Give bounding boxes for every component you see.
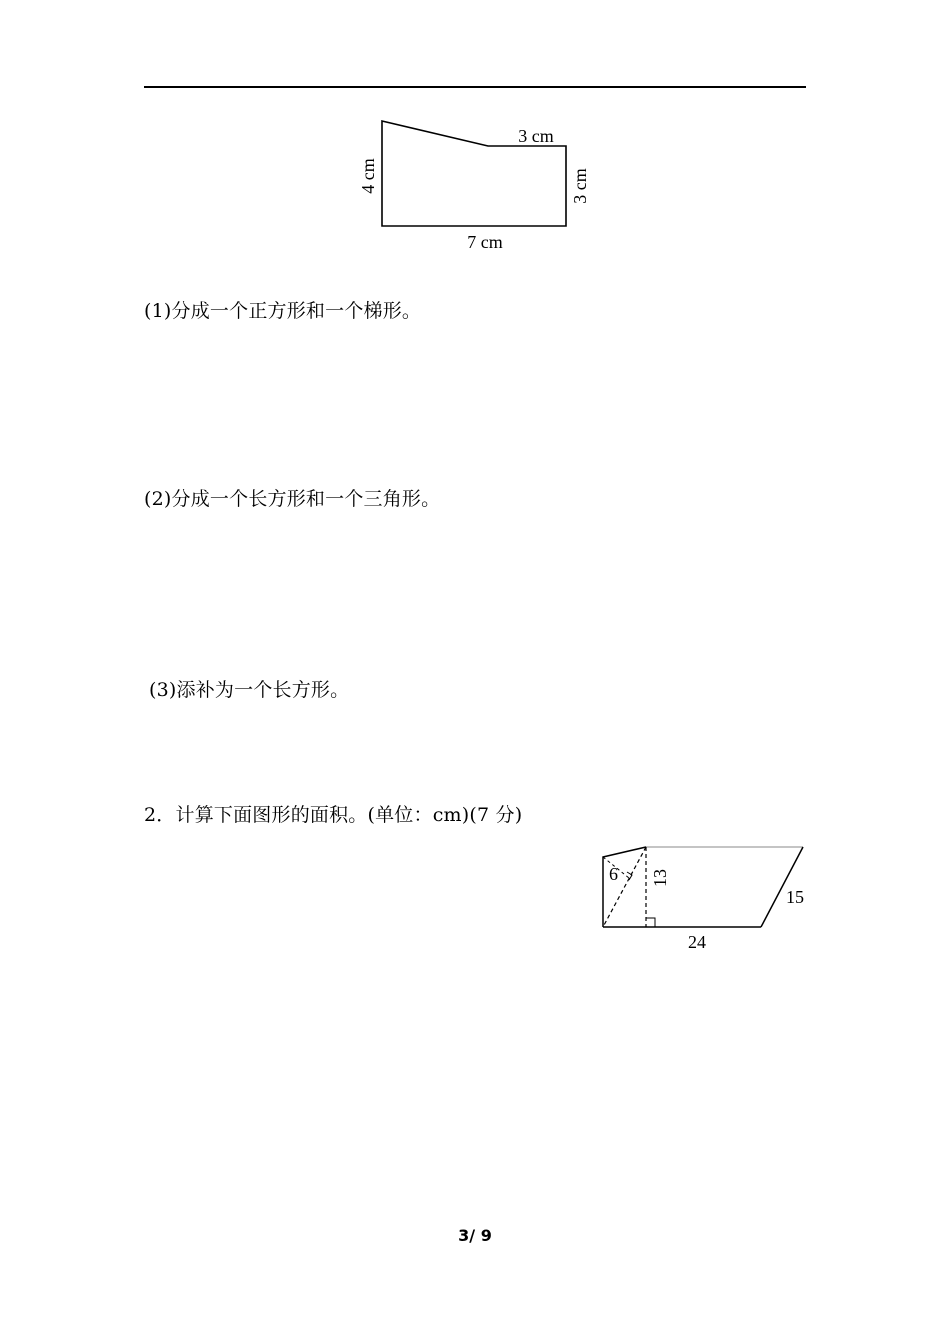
question-1-part-2: (2)分成一个长方形和一个三角形。 [144, 488, 441, 510]
page-number: 3/ 9 [458, 1226, 492, 1245]
label-bottom-7cm: 7 cm [467, 232, 503, 252]
label-right-3cm: 3 cm [570, 168, 590, 204]
label-top-3cm: 3 cm [518, 126, 554, 146]
label-15: 15 [786, 887, 804, 907]
right-angle-mark [646, 918, 655, 927]
label-13: 13 [650, 869, 670, 887]
trapezoid-figure [590, 838, 820, 958]
diagonal-dashed [603, 847, 646, 927]
composite-shape-figure [350, 110, 610, 260]
question-1-part-3: (3)添补为一个长方形。 [149, 679, 350, 701]
label-6: 6 [609, 864, 618, 884]
question-1-part-1: (1)分成一个正方形和一个梯形。 [144, 300, 422, 322]
label-left-4cm: 4 cm [358, 158, 378, 194]
header-rule [144, 86, 806, 88]
label-24: 24 [688, 932, 706, 952]
question-2: 2．计算下面图形的面积。(单位：cm)(7 分) [144, 804, 523, 826]
